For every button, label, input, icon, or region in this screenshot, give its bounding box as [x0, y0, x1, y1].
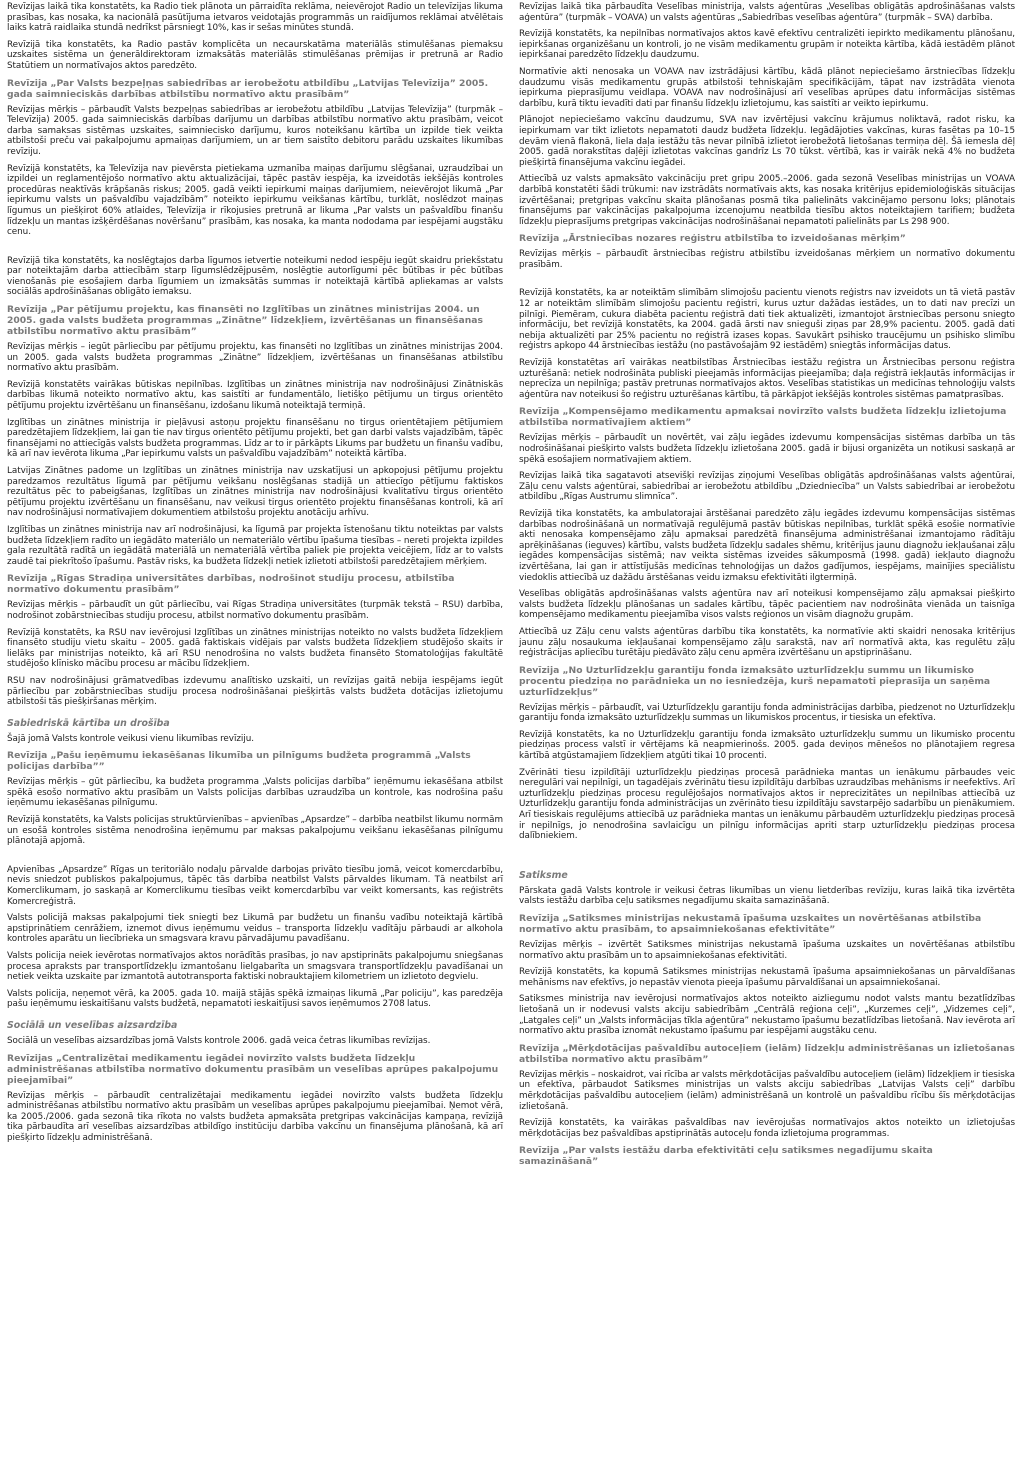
revision-heading: Revīzija „Par pētījumu projektu, kas finansēti no Izglītības un zinātnes ministrijas 2004. un 2005. gada valsts budžeta programmas „Zinātne” līdzekļiem, izvērtēšanas un finansēšanas atbilstību normatīvo aktu prasībām”: [7, 304, 483, 338]
paragraph: Zvērināti tiesu izpildītāji uzturlīdzekļu piedziņas procesā parādnieka mantas un ienākumu pārbaudes veic neregulāri vai nepilnīgi, un tagadējais zvērinātu tiesu izpildītāju darbības uzraudzības mehānisms ir neefektīvs. Arī uzturlīdzekļu piedziņas procesu regulējošajos normatīvajos aktos ir neprecizitātes un nepilnības attiecībā uz Uzturlīdzekļu garantiju fonda administrācijas un zvērināto tiesu izpildītāju savstarpējo sadarbību un pienākumiem. Arī tiesiskais regulējums attiecībā uz parādnieka mantas un ienākumu pārbaudēm uzturlīdzekļu piedziņas procesā ir nepilnīgs, jo nenodrošina savlaicīgu un pilnīgu informācijas apriti starp uzturlīdzekļu piedziņas procesa dalībniekiem.: [519, 767, 1015, 842]
paragraph: Šajā jomā Valsts kontrole veikusi vienu likumības revīziju.: [7, 733, 254, 744]
paragraph: Veselības obligātās apdrošināšanas valsts aģentūra nav arī noteikusi kompensējamo zāļu apmaksai piešķirto valsts budžeta līdzekļu plānošanas un sadales kārtību, tāpēc pacientiem nav nodrošināta vienāda un taisnīga kompensējamo medikamentu pieejamība visos valsts reģionos un visām diagnožu grupām.: [519, 589, 1015, 621]
paragraph: Revīzijas mērķis – izvērtēt Satiksmes ministrijas nekustamā īpašuma uzskaites un novērtēšanas atbilstību normatīvo aktu prasībām un to apsaimniekošanas efektivitāti.: [519, 940, 1015, 961]
spacer: [519, 276, 1015, 288]
paragraph: Revīzijā konstatēts vairākas būtiskas nepilnības. Izglītības un zinātnes ministrija nav nodrošinājusi Zinātniskās darbības likumā noteikto normatīvo aktu, kas saistīti ar fundamentālo, lietišķo pētījumu un tirgus orientēto pētījumu projektu izvērtēšanu un finansēšanu, izdošanu likumā noteiktajā termiņā.: [7, 379, 503, 412]
paragraph: Valsts policija neiek ievērotas normatīvajos aktos norādītās prasības, jo nav apstiprināts pakalpojumu sniegšanas procesa apraksts par transportlīdzekļu izmantošanu lielgabarīta un smagsvara transportlīdzekļu pavadīšanai un netiek veikta uzskaite par izmantotā autotransporta faktiski nobrauktajiem kilometriem un izlietoto degvielu.: [7, 951, 503, 983]
paragraph: Revīzijas mērķis – pārbaudīt Valsts bezpeļņas sabiedrības ar ierobežotu atbildību „Latvijas Televīzija” (turpmāk – Televīzija) 2005. gada saimnieciskās darbības darījumu un darbības atbilstību normatīvo aktu prasībām, veicot darba samaksas sistēmas uzskaites, saimniecisko darījumu, kuros noteikšanu kārtība un izpilde tiek veikta atbilstoši preču vai pakalpojumu apmaiņas darījumiem, un ar tiem saistīto debitoru parādu uzskaites likumības revīziju.: [7, 104, 503, 157]
paragraph: Apvienības „Apsardze” Rīgas un teritoriālo nodaļu pārvalde darbojas privāto tiesību jomā, veicot komercdarbību, nevis sniedzot publiskos pakalpojumus, tāpēc tās darbība neatbilst Valsts pārvaldes likumam. Tā neatbilst arī Komerclikumam, jo saskaņā ar Komerclikumu tiesības veikt komercdarbību var veikt komersants, kas reģistrēts Komercreģistrā.: [7, 864, 503, 907]
paragraph: Sociālā un veselības aizsardzības jomā Valsts kontrole 2006. gadā veica četras likumības revīzijas.: [7, 1035, 431, 1046]
revision-heading: Revīzija „Pašu ieņēmumu iekasēšanas likumība un pilnīgums budžeta programmā „Valsts policijas darbība””: [7, 750, 471, 773]
paragraph: Attiecībā uz Zāļu cenu valsts aģentūras darbību tika konstatēts, ka normatīvie akti skaidri nenosaka kritērijus jaunu zāļu nosaukuma iekļaušanai kompensējamo zāļu sarakstā, nav arī normatīvā akta, kas regulētu zāļu reģistrācijas apliecību turētāju piedāvāto zāļu cenu apmēra izvērtēšanu un apstiprināšanu.: [519, 626, 1015, 659]
revision-heading: Revīzija „Kompensējamo medikamentu apmaksai novirzīto valsts budžeta līdzekļu izlietojuma atbilstība normatīvajiem aktiem”: [519, 406, 1007, 429]
revision-heading: Revīzijas „Centralizētai medikamentu iegādei novirzīto valsts budžeta līdzekļu administrēšanas atbilstība normatīvo dokumentu prasībām un veselības aprūpes pakalpojumu pieejamībai”: [7, 1052, 499, 1086]
revision-heading: Revīzija „Mērķdotācijas pašvaldību autoceļiem (ielām) līdzekļu administrēšanas un izlietošanas atbilstība normatīvo aktu prasībām”: [519, 1042, 1015, 1065]
paragraph: Revīzijas mērķis – pārbaudīt un novērtēt, vai zāļu iegādes izdevumu kompensācijas sistēmas darbība un tās nodrošināšanai piešķirto valsts budžeta līdzekļu izlietošana 2005. gadā ir bijusi organizēta un notikusi saskaņā ar spēkā esošajiem normatīvajiem aktiem.: [519, 433, 1015, 465]
paragraph: Revīzijā konstatēts, ka Televīzija nav pievērsta pietiekama uzmanība maiņas darījumu slēgšanai, uzraudzībai un izpildei un reglamentējošo normatīvo aktu aktualizācijai, tāpēc pastāv iespēja, ka izveidotās iekšējās kontroles procedūras neaktīvās krāpšanās riskus; 2005. gadā veikti iepirkumi maiņas darījumiem, neievērojot likumā „Par iepirkumu valsts un pašvaldību vajadzībām” noteikto iepirkumu veikšanas kārtību, turklāt, noslēdzot maiņas līgumus un piešķirot 60% atlaides, Televīzija ir rīkojusies pretrunā ar likuma „Par valsts un pašvaldību finanšu līdzekļu un mantas izšķērdēšanas novēršanu” prasībām, kas nosaka, ka manta nododama par iespējami augstāku cenu.: [7, 163, 503, 238]
paragraph: Latvijas Zinātnes padome un Izglītības un zinātnes ministrija nav uzskatījusi un apkopojusi pētījumu projektu paredzamos rezultātus līgumā par pētījumu veikšanu noslēgšanas stadijā un attiecīgo pētījumu faktiskos rezultātus pēc to pabeigšanas, Izglītības un zinātnes ministrija nav nodrošinājusi kvalitatīvu tirgus orientēto pētījumu projektu izvērtēšanu un finansēšanu, nav veikusi tirgus orientēto projektu finansēšanas kontroli, kā arī nav nodrošinājusi normatīvajiem dokumentiem atbilstošu projektu anotāciju arhīvu.: [7, 466, 503, 519]
paragraph: Revīzijā konstatēts, ka vairākas pašvaldības nav ievērojušas normatīvajos aktos noteikto un izlietojušas mērķdotācijas bez pašvaldības apstiprinātās autoceļu fonda izlietojuma programmas.: [519, 1118, 1015, 1139]
section-heading: Satiksme: [519, 869, 568, 881]
paragraph: Izglītības un zinātnes ministrija nav arī nodrošinājusi, ka līgumā par projekta īstenošanu tiktu noteiktas par valsts budžeta līdzekļiem radīto un iegādāto materiālo un nemateriālo vērtību īpašuma tiesības – nereti projekta izpildes gala rezultātā radītā un iegādātā materiālā un nemateriālā vērtība paliek pie projekta veicējiem, līdz ar to valsts zaudē tai piekrītošo īpašumu. Pastāv risks, ka budžeta līdzekļi netiek izlietoti atbilstoši paredzētajiem mērķiem.: [7, 524, 503, 567]
paragraph: Revīzijā tika konstatēts, ka noslēgtajos darba līgumos ietvertie noteikumi nedod iespēju iegūt skaidru priekšstatu par noteiktajām darba attiecībām starp līgumslēdzējpusēm, noslēgtie autorlīgumi pēc būtības ir pēc būtības vienošanās pie esošajiem darba līgumiem un izmaksātās summas ir noteiktajā kārtībā apliekamas ar valsts sociālās apdrošināšanas obligāto iemaksu.: [7, 255, 503, 298]
paragraph: Revīzijas laikā tika sagatavoti atsevišķi revīzijas ziņojumi Veselības obligātās apdrošināšanas valsts aģentūrai, Zāļu cenu valsts aģentūrai, sabiedrībai ar ierobežotu atbildību „Dziedniecība” un Valsts sabiedrībai ar ierobežotu atbildību „Rīgas Austrumu slimnīca”.: [519, 471, 1015, 503]
revision-heading: Revīzija „Rīgas Stradiņa universitātes darbības, nodrošinot studiju procesu, atbilstība normatīvo dokumentu prasībām”: [7, 573, 455, 596]
paragraph: Revīzijas mērķis – pārbaudīt centralizētajai medikamentu iegādei novirzīto valsts budžeta līdzekļu administrēšanas atbilstību normatīvo aktu prasībām un veselības aprūpes pakalpojumu pieejamībai. Ņemot vērā, ka 2005./2006. gada sezonā tika rīkota no valsts budžeta apmaksāta pretgripas vakcinācijas kampaņa, revīzijā tika pārbaudīta arī veselības aizsardzības atbildīgo institūciju darbība vakcīnu un finansējuma plānošanā, kā arī piešķirto līdzekļu administrēšanā.: [7, 1090, 503, 1143]
left-column: [7, 2, 503, 1150]
paragraph: Revīzijas mērķis – pārbaudīt un gūt pārliecību, vai Rīgas Stradiņa universitātes (turpmāk tekstā – RSU) darbība, nodrošinot zobārstniecības studiju procesu, atbilst normatīvo dokumentu prasībām.: [7, 600, 503, 621]
paragraph: Revīzijā konstatēts, ka ar noteiktām slimībām slimojošu pacientu vienots reģistrs nav izveidots un tā vietā pastāv 12 ar noteiktām slimībām slimojošu pacientu reģistri, kurus uztur dažādas iestādes, un to dati nav precīzi un pilnīgi. Piemēram, cukura diabēta pacientu reģistrā dati tiek aktualizēti, izmantojot ārstniecības personu sniegto informāciju, bet revīzijā konstatēts, ka 2004. gadā ārsti nav snieguši ziņas par 28,9% pacientu. 2005. gadā dati nebija aktualizēti par 25% pacientu no reģistrā izases kopas. Savukārt psihisko traucējumu un psihisko slimību reģistrs apkopo 44 ārstniecības iestāžu (no pastāvošajām 92 iestādēm) sniegtās informācijas datus.: [519, 288, 1015, 352]
section-heading: Sabiedriskā kārtība un drošība: [7, 717, 170, 729]
paragraph: RSU nav nodrošinājusi grāmatvedības izdevumu analītisko uzskaiti, un revīzijas gaitā nebija iespējams iegūt pārliecību par zobārstniecības studiju procesa nodrošināšanai piešķirtās valsts budžeta dotācijas izlietojumu atbilstoši tās piešķiršanas mērķim.: [7, 675, 503, 708]
paragraph: Revīzijas mērķis – pārbaudīt, vai Uzturlīdzekļu garantiju fonda administrācijas darbība, piedzenot no Uzturlīdzekļu garantiju fonda izmaksāto uzturlīdzekļu summas un likumiskos procentus, ir tiesiska un efektīva.: [519, 702, 1015, 724]
spacer: [7, 244, 503, 256]
paragraph: Revīzijā konstatēts, ka nepilnības normatīvajos aktos kavē efektīvu centralizēti iepirkto medikamentu plānošanu, iepirkšanas organizēšanu un kontroli, jo ne visām medikamentu grupām ir noteikta kārtība, kādā iestādēm plānot iepirkšanai paredzēto līdzekļu daudzumu.: [519, 29, 1015, 61]
paragraph: Revīzijā konstatēts, ka Valsts policijas struktūrvienības – apvienības „Apsardze” – darbība neatbilst likumu normām un esošā kontroles sistēma nenodrošina ieņēmumu par maksas pakalpojumu veikšanu iekasēšanas pilnīgumu plānotajā apjomā.: [7, 815, 503, 847]
revision-heading: Revīzija „Satiksmes ministrijas nekustamā īpašuma uzskaites un novērtēšanas atbilstība normatīvo aktu prasībām, to apsaimniekošanas efektivitāte”: [519, 913, 982, 935]
paragraph: Revīzijā tika konstatēts, ka Radio pastāv komplicēta un necaurskatāma materiālās stimulēšanas piemaksu uzskaites sistēma un ģenerāldirektoram izmaksātās materiālās stimulēšanas prēmijas ir pretrunā ar Radio Statūtiem un normatīvajos aktos paredzēto.: [7, 39, 503, 71]
section-heading: Sociālā un veselības aizsardzība: [7, 1019, 178, 1031]
paragraph: Plānojot nepieciešamo vakcīnu daudzumu, SVA nav izvērtējusi vakcīnu krājumus noliktavā, radot risku, ka iepirkumam var tikt izlietots nepamatoti daudz budžeta līdzekļu. Iegādājoties vakcīnas, kuras fasētas pa 10–15 devām vienā flakonā, liela daļa iestāžu tās nevar pilnībā izlietot ierobežotā lietošanas termiņa dēļ. Šā iemesla dēļ 2005. gadā norakstītas daļēji izlietotas vakcīnas gandrīz Ls 70 tūkst. vērtībā, kas ir vairāk nekā 4% no budžeta piešķirtā finansējuma vakcīnu iegādei.: [519, 115, 1015, 168]
revision-heading: Revīzija „Par Valsts bezpeļņas sabiedrības ar ierobežotu atbildību „Latvijas Televīzija” 2005. gada saimnieciskās darbības atbilstību normatīvo aktu prasībām”: [7, 77, 489, 100]
revision-heading: Revīzija „Ārstniecības nozares reģistru atbilstība to izveidošanas mērķim”: [519, 233, 906, 245]
paragraph: Pārskata gadā Valsts kontrole ir veikusi četras likumības un vienu lietderības revīziju, kuras laikā tika izvērtēta valsts iestāžu darbība ceļu satiksmes negadījumu skaita samazināšanā.: [519, 885, 1015, 907]
paragraph: Revīzijā tika konstatēts, ka ambulatorajai ārstēšanai paredzēto zāļu iegādes izdevumu kompensācijas sistēmas darbības nodrošināšanā un normatīvajā regulējumā pastāv būtiskas nepilnības, turklāt spēkā esošie normatīvie akti nenosaka kompensējamo zāļu apmaksai paredzētā finansējuma administrēšanai izmantojamo rādītāju aprēķināšanas (ieguves) kārtību, valsts budžeta līdzekļu sadales shēmu, kritērijus jaunu diagnožu iekļaušanai zāļu iegādes kompensācijas sistēmā; nav veikta sistēmas izveides sākumposmā (1998. gadā) iekļauto diagnožu izvērtēšana, lai gan ir attīstījušās medicīnas tehnoloģijas un dažos gadījumos, iespējams, mainījies speciālistu viedoklis attiecībā uz dažādu ārstēšanas veidu izmaksu efektivitāti ilgtermiņā.: [519, 508, 1015, 583]
paragraph: Attiecībā uz valsts apmaksāto vakcināciju pret gripu 2005.–2006. gada sezonā Veselības ministrijas un VOAVA darbībā konstatēti šādi trūkumi: nav izstrādāts normatīvais akts, kas nosaka kritērijus epidemioloģiskās situācijas izvērtēšanai; pretgripas vakcīnu skaita plānošanas posmā tika palielināts vakcinējamo personu loks; plānotais finansējums par vakcinācijas pakalpojuma izcenojumu neatbilda tiesību aktos noteiktajiem tarifiem; budžeta līdzekļu pieprasījums pretgripas vakcinācijas nodrošināšanai nepamatoti palielināts par Ls 298 900.: [519, 174, 1015, 227]
paragraph: Normatīvie akti nenosaka un VOAVA nav izstrādājusi kārtību, kādā plānot nepieciešamo ārstniecības līdzekļu daudzumu visās medikamentu grupās atbilstoši tehniskajām specifikācijām, tāpat nav izstrādāta vienota iepirkuma pieprasījumu veidlapa. VOAVA nav nodrošinājusi arī veselības aprūpes datu informācijas sistēmas darbību, kurā tiktu ievadīti dati par finanšu līdzekļu izlietojumu, kas saistīti ar veikto iepirkumu.: [519, 66, 1015, 109]
paragraph: Revīzijas mērķis – pārbaudīt ārstniecības reģistru atbilstību izveidošanas mērķiem un normatīvo dokumentu prasībām.: [519, 249, 1015, 270]
paragraph: Revīzijas mērķis – gūt pārliecību, ka budžeta programma „Valsts policijas darbība” ieņēmumu iekasēšana atbilst spēkā esošo normatīvo aktu prasībām un Valsts policijas darbības uzraudzība un kontrole, kas nodrošina pašu ieņēmumu iekasēšanas pilnīgumu.: [7, 777, 503, 809]
paragraph: Izglītības un zinātnes ministrija ir pieļāvusi astoņu projektu finansēšanu no tirgus orientētajiem pētījumiem paredzētajiem līdzekļiem, lai gan tie nav tirgus orientēto pētījumu projekti, bet gan darbi valsts vajadzībām, tāpēc finansējami no attiecīgās valsts budžeta programmas. Līdz ar to ir pārkāpts Likums par budžetu un finanšu vadību, kā arī nav ievērota likuma „Par iepirkumu valsts un pašvaldību vajadzībām” noteiktā kārtība.: [7, 417, 503, 460]
paragraph: Revīzijas laikā tika pārbaudīta Veselības ministrija, valsts aģentūras „Veselības obligātās apdrošināšanas valsts aģentūra” (turpmāk – VOAVA) un valsts aģentūras „Sabiedrības veselības aģentūra” (turpmāk – SVA) darbība.: [519, 2, 1015, 23]
paragraph: Revīzijas mērķis – iegūt pārliecību par pētījumu projektu, kas finansēti no Izglītības un zinātnes ministrijas 2004. un 2005. gada valsts budžeta programmas „Zinātne” līdzekļiem, izvērtēšanas un finansēšanas atbilstību normatīvo aktu prasībām.: [7, 342, 503, 374]
paragraph: Revīzijas mērķis – noskaidrot, vai rīcība ar valsts mērķdotācijas pašvaldību autoceļiem (ielām) līdzekļiem ir tiesiska un efektīva, pārbaudot Satiksmes ministrijas un valsts akciju sabiedrības „Latvijas Valsts ceļi” darbību mērķdotācijas pašvaldību autoceļiem (ielām) administrēšanā un kontrolē un pašvaldību rīcību šīs mērķdotācijas izlietošanā.: [519, 1069, 1015, 1112]
spacer: [519, 848, 1015, 860]
revision-heading: Revīzija „Par valsts iestāžu darba efektivitāti ceļu satiksmes negadījumu skaita samazināšanā”: [519, 1145, 933, 1168]
paragraph: Revīzijā konstatētas arī vairākas neatbilstības Ārstniecības iestāžu reģistra un Ārstniecības personu reģistra uzturēšanā: netiek nodrošināta publiski pieejamās informācijas pieejamība; daļa reģistrā iekļautās informācijas ir neprecīza un nepilnīga; pastāv pretrunas normatīvajos aktos. Veselības statistikas un medicīnas tehnoloģiju valsts aģentūra nav noteikusi šo reģistru uzturēšanas kārtību, tā pārkāpjot iekšējās kontroles sistēmas pamatprasības.: [519, 358, 1015, 400]
paragraph: Valsts policijā maksas pakalpojumi tiek sniegti bez Likumā par budžetu un finanšu vadību noteiktajā kārtībā apstiprinātiem cenrāžiem, iznemot divus ieņēmumu veidus – transporta līdzekļu vadītāju pārbaudi ar alkohola kontroles aparātu un liecībrieka un smagsvara kravu pārvadājumu pavadīšanu.: [7, 913, 503, 945]
revision-heading: Revīzija „No Uzturlīdzekļu garantiju fonda izmaksāto uzturlīdzekļu summu un likumisko procentu piedziņa no parādnieka un no iesniedzēja, kurš nepamatoti pieprasīja un saņēma uzturlīdzekļus”: [519, 664, 991, 698]
paragraph: Satiksmes ministrija nav ievērojusi normatīvajos aktos noteikto aizliegumu nodot valsts mantu bezatlīdzības lietošanā un ir nodevusi valsts akciju sabiedrībām „Centrālā reģiona ceļi”, „Kurzemes ceļi”, „Vidzemes ceļi”, „Latgales ceļi” un „Valsts informācijas tīkla aģentūra” nekustamo īpašumu bezatlīdzības lietošanā. Nav ievērota arī normatīvo aktu prasība iznomāt nekustamo īpašumu par iespējami augstāku cenu.: [519, 994, 1015, 1037]
spacer: [7, 853, 503, 865]
paragraph: Valsts policija, neņemot vērā, ka 2005. gada 10. maijā stājās spēkā izmaiņas likumā „Par policiju”, kas paredzēja pašu ieņēmumu ieskaitīšanu valsts budžetā, nepamatoti ieskaitījusi savos ieņēmumos 2708 latus.: [7, 988, 503, 1010]
paragraph: Revīzijā konstatēts, ka kopumā Satiksmes ministrijas nekustamā īpašuma apsaimniekošanas un pārvaldīšanas mehānisms nav efektīvs, jo nepastāv vienota pieeja īpašumu pārvaldīšanai un apsaimniekošanai.: [519, 967, 1015, 988]
paragraph: Revīzijā konstatēts, ka RSU nav ievērojusi Izglītības un zinātnes ministrijas noteikto no valsts budžeta līdzekļiem finansēto studiju vietu skaitu – 2005. gadā faktiskais vidējais par valsts budžeta līdzekļiem studējošo skaits ir lielāks par ministrijas noteikto, kā arī RSU nenodrošina no valsts budžeta finansēto Stomatoloģijas fakultātē studējošo klīnisko mācību procesu ar mācību līdzekļiem.: [7, 627, 503, 670]
paragraph: Revīzijā konstatēts, ka no Uzturlīdzekļu garantiju fonda izmaksāto uzturlīdzekļu summu un likumisko procentu piedziņas process valstī ir vērtējams kā neapmierinošs. 2005. gada deviņos mēnešos no plānotajiem regresa kārtībā atgūstamajiem līdzekļiem atgūti tikai 10 procenti.: [519, 729, 1015, 762]
paragraph: Revīzijas laikā tika konstatēts, ka Radio tiek plānota un pārraidīta reklāma, neievērojot Radio un televīzijas likuma prasības, kas nosaka, ka nacionālā pasūtījuma ietvaros veidotajās programmās un raidījumos reklāmai atvēlētais laiks katrā raidlaika stundā nedrīkst pārsniegt 10%, kas ir sešas minūtes stundā.: [7, 2, 503, 34]
right-column: [519, 2, 1015, 1172]
